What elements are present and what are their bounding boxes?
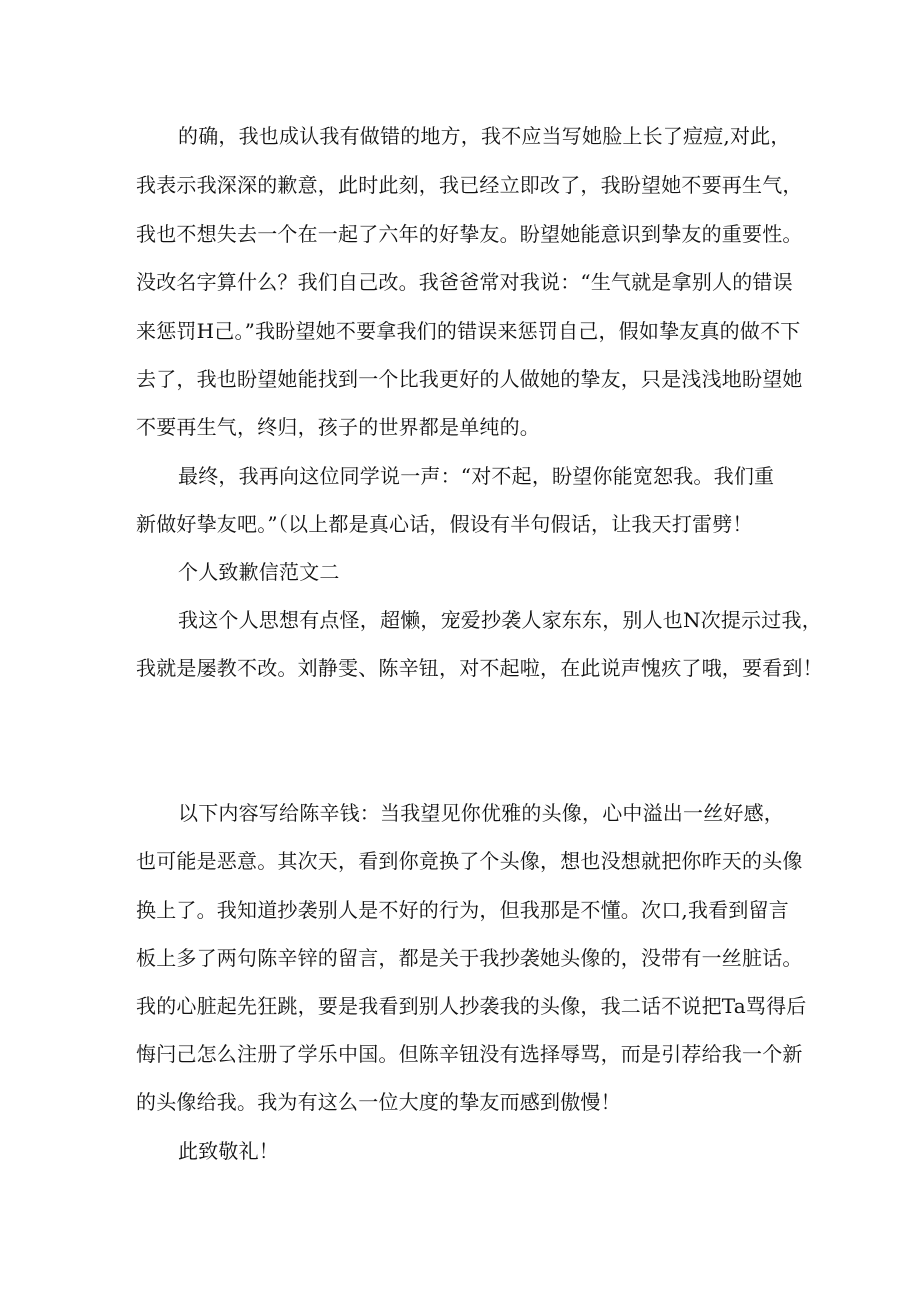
paragraph-2-line-1: 最终，我再向这位同学说一声：“对不起，盼望你能宽恕我。我们重 [178, 464, 775, 488]
paragraph-4-line-6: 悔闩己怎么注册了学乐中国。但陈辛钮没有选择辱骂，而是引荐给我一个新 [136, 1042, 803, 1066]
paragraph-3-line-1: 我这个人思想有点怪，超懒，宠爱抄袭人家东东，别人也N次提示过我， [178, 608, 822, 632]
paragraph-1-line-3: 我也不想失去一个在一起了六年的好挚友。盼望她能意识到挚友的重要性。 [136, 222, 803, 246]
paragraph-1-line-6: 去了，我也盼望她能找到一个比我更好的人做她的挚友，只是浅浅地盼望她 [136, 367, 803, 391]
paragraph-4-line-5: 我的心脏起先狂跳，要是我看到别人抄袭我的头像，我二话不说把Ta骂得后 [136, 994, 807, 1018]
paragraph-4-line-4: 板上多了两句陈辛锌的留言，都是关于我抄袭她头像的，没带有一丝脏话。 [136, 946, 803, 970]
paragraph-1-line-4: 没改名字算什么？我们自己改。我爸爸常对我说：“生气就是拿别人的错误 [136, 270, 793, 294]
closing-salutation: 此致敬礼！ [178, 1139, 279, 1163]
paragraph-2-line-2: 新做好挚友吧。”（以上都是真心话，假设有半句假话，让我天打雷劈！ [136, 512, 753, 536]
paragraph-1-line-2: 我表示我深深的歉意，此时此刻，我已经立即改了，我盼望她不要再生气， [136, 173, 803, 197]
paragraph-4-line-7: 的头像给我。我为有这么一位大度的挚友而感到傲慢！ [136, 1090, 621, 1114]
paragraph-1-line-7: 不要再生气，终归，孩子的世界都是单纯的。 [136, 415, 540, 439]
paragraph-4-line-2: 也可能是恶意。其次天，看到你竟换了个头像，想也没想就把你昨天的头像 [136, 849, 803, 873]
paragraph-4-line-3: 换上了。我知道抄袭别人是不好的行为，但我那是不懂。次口,我看到留言 [136, 898, 789, 922]
paragraph-1-line-5: 来惩罚H己。”我盼望她不要拿我们的错误来惩罚自己，假如挚友真的做不下 [136, 319, 801, 343]
paragraph-1-line-1: 的确，我也成认我有做错的地方，我不应当写她脸上长了痘痘,对此， [178, 124, 791, 148]
paragraph-3-line-2: 我就是屡教不改。刘静雯、陈辛钮，对不起啦，在此说声愧疚了哦，要看到！ [136, 656, 823, 680]
paragraph-4-line-1: 以下内容写给陈辛钱：当我望见你优雅的头像，心中溢出一丝好感， [178, 801, 784, 825]
section-heading: 个人致歉信范文二 [178, 560, 340, 584]
